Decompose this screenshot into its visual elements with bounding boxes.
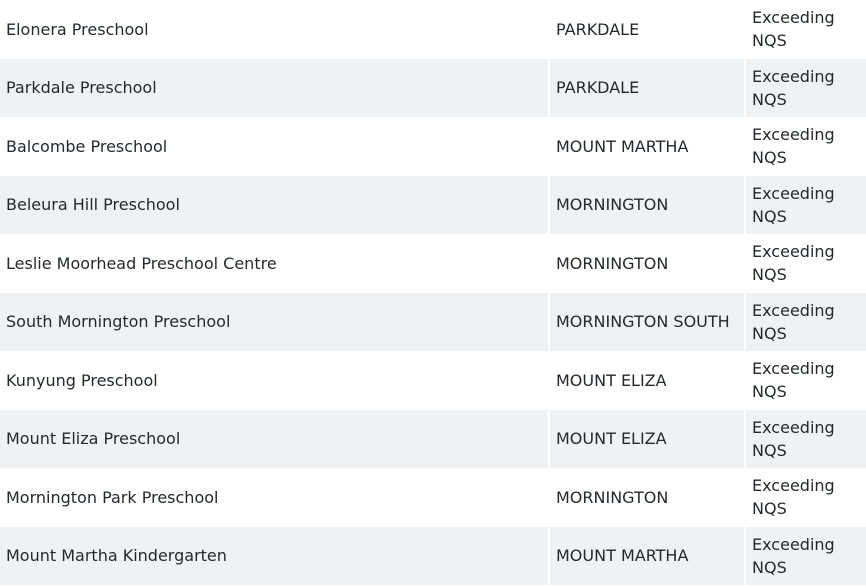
suburb-cell: MORNINGTON: [549, 176, 745, 235]
suburb-cell: MORNINGTON: [549, 234, 745, 293]
service-name-cell: Elonera Preschool: [6, 19, 149, 39]
rating-standard: NQS: [752, 557, 787, 577]
rating-standard: NQS: [752, 148, 787, 168]
service-name-cell: Mount Martha Kindergarten: [0, 527, 549, 586]
service-name-cell: Mount Eliza Preschool: [0, 410, 549, 469]
table-row: [0, 293, 866, 352]
rating-level: Exceeding: [752, 8, 835, 28]
table-row: [0, 527, 866, 586]
table-row: [0, 468, 866, 527]
table-row: [0, 234, 866, 293]
rating-cell: [745, 0, 866, 59]
table-row: [0, 410, 866, 469]
suburb-cell: MOUNT MARTHA: [549, 527, 745, 586]
rating-standard: NQS: [752, 323, 787, 343]
rating-level: Exceeding: [752, 183, 835, 203]
table-row: [0, 117, 866, 176]
rating-cell: [745, 468, 866, 527]
suburb-cell: MOUNT ELIZA: [549, 410, 745, 469]
rating-level: Exceeding: [752, 476, 835, 496]
rating-cell: [745, 176, 866, 235]
table-row: [0, 0, 866, 59]
rating-standard: NQS: [752, 31, 787, 51]
suburb-cell: MOUNT MARTHA: [549, 117, 745, 176]
table-row: [0, 176, 866, 235]
table-row: [0, 59, 866, 118]
rating-standard: NQS: [752, 440, 787, 460]
rating-cell: [745, 351, 866, 410]
rating-standard: NQS: [752, 206, 787, 226]
rating-level: Exceeding: [752, 300, 835, 320]
rating-level: Exceeding: [752, 66, 835, 86]
service-name-cell: Balcombe Preschool: [6, 136, 168, 156]
rating-cell: [745, 234, 866, 293]
suburb-cell: PARKDALE: [549, 0, 745, 59]
rating-level: Exceeding: [752, 534, 835, 554]
rating-level: Exceeding: [752, 417, 835, 437]
rating-standard: NQS: [752, 382, 787, 402]
service-name-cell: South Mornington Preschool: [0, 293, 549, 352]
service-name-cell: Kunyung Preschool: [6, 370, 158, 390]
service-name-cell: Leslie Moorhead Preschool Centre: [6, 253, 277, 273]
suburb-cell: MORNINGTON SOUTH: [549, 293, 745, 352]
rating-cell: [745, 59, 866, 118]
rating-level: Exceeding: [752, 242, 835, 262]
service-name-cell: Parkdale Preschool: [0, 59, 549, 118]
suburb-cell: MORNINGTON: [549, 468, 745, 527]
rating-standard: NQS: [752, 89, 787, 109]
rating-cell: [745, 293, 866, 352]
rating-cell: [745, 527, 866, 586]
service-name-cell: Beleura Hill Preschool: [0, 176, 549, 235]
rating-cell: [745, 410, 866, 469]
suburb-cell: MOUNT ELIZA: [549, 351, 745, 410]
rating-cell: [745, 117, 866, 176]
rating-level: Exceeding: [752, 125, 835, 145]
suburb-cell: PARKDALE: [549, 59, 745, 118]
rating-standard: NQS: [752, 265, 787, 285]
rating-standard: NQS: [752, 499, 787, 519]
service-name-cell: Mornington Park Preschool: [6, 487, 219, 507]
table-row: [0, 351, 866, 410]
rating-level: Exceeding: [752, 359, 835, 379]
